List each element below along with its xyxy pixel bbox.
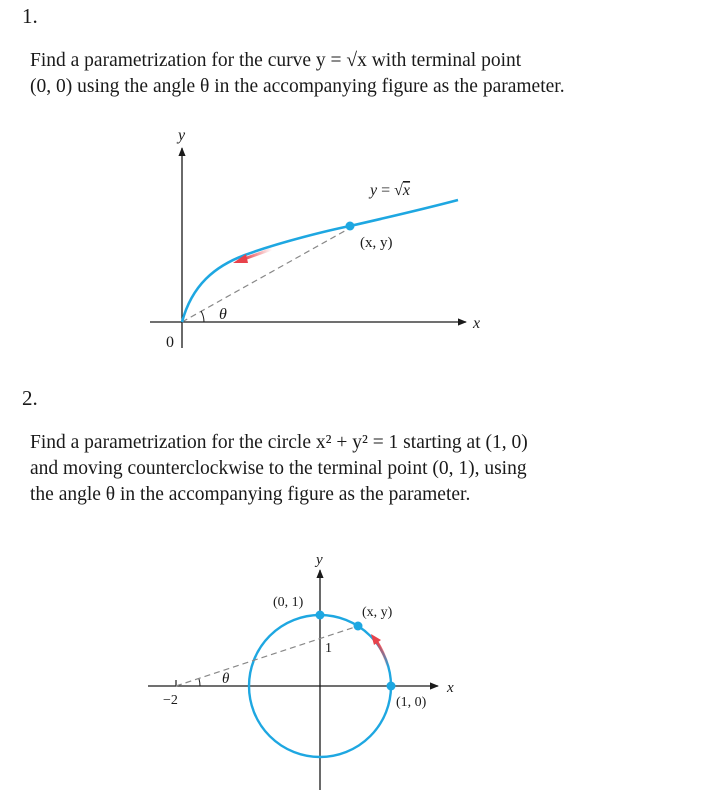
angle-arc — [201, 311, 204, 322]
start-point-label: (1, 0) — [396, 695, 427, 710]
tick-label-minus-2: −2 — [163, 693, 178, 708]
top-point-label: (0, 1) — [273, 595, 304, 610]
problem-2-line-1: Find a parametrization for the circle x² + y² = 1 starting at (1, 0) — [30, 432, 528, 453]
y-axis-label: y — [178, 127, 186, 144]
problem-2-line-3: the angle θ in the accompanying figure as the parameter. — [30, 484, 471, 505]
angle-label: θ — [219, 306, 227, 323]
angle-label: θ — [222, 671, 230, 687]
dashed-line — [176, 626, 358, 686]
moving-point-label: (x, y) — [362, 605, 393, 620]
problem-2-number: 2. — [22, 386, 38, 410]
angle-arc — [199, 679, 200, 686]
origin-label: 0 — [166, 334, 174, 351]
curve-point — [346, 222, 355, 231]
problem-1-text — [30, 48, 670, 100]
x-axis-label: x — [447, 680, 454, 696]
point-label: (x, y) — [360, 235, 393, 251]
direction-arrow-tail — [377, 642, 388, 668]
y-axis-label: y — [316, 552, 323, 568]
moving-point — [354, 622, 363, 631]
figure-unit-circle — [0, 540, 720, 802]
start-point — [387, 682, 396, 691]
problem-1-number: 1. — [22, 4, 38, 28]
problem-1-line-1: Find a parametrization for the curve y = √x with terminal point — [30, 50, 522, 71]
x-axis-label: x — [473, 315, 481, 332]
curve-label: y = √x — [370, 182, 411, 199]
dashed-line — [182, 228, 350, 322]
figure-sqrt-curve — [0, 120, 720, 360]
sqrt-curve — [182, 200, 458, 322]
problem-1-line-2: (0, 0) using the angle θ in the accompanying figure as the parameter. — [30, 76, 565, 97]
problem-2-text — [30, 430, 670, 508]
top-point — [316, 611, 325, 620]
unit-label: 1 — [325, 641, 332, 656]
problem-2-line-2: and moving counterclockwise to the terminal point (0, 1), using — [30, 458, 527, 479]
